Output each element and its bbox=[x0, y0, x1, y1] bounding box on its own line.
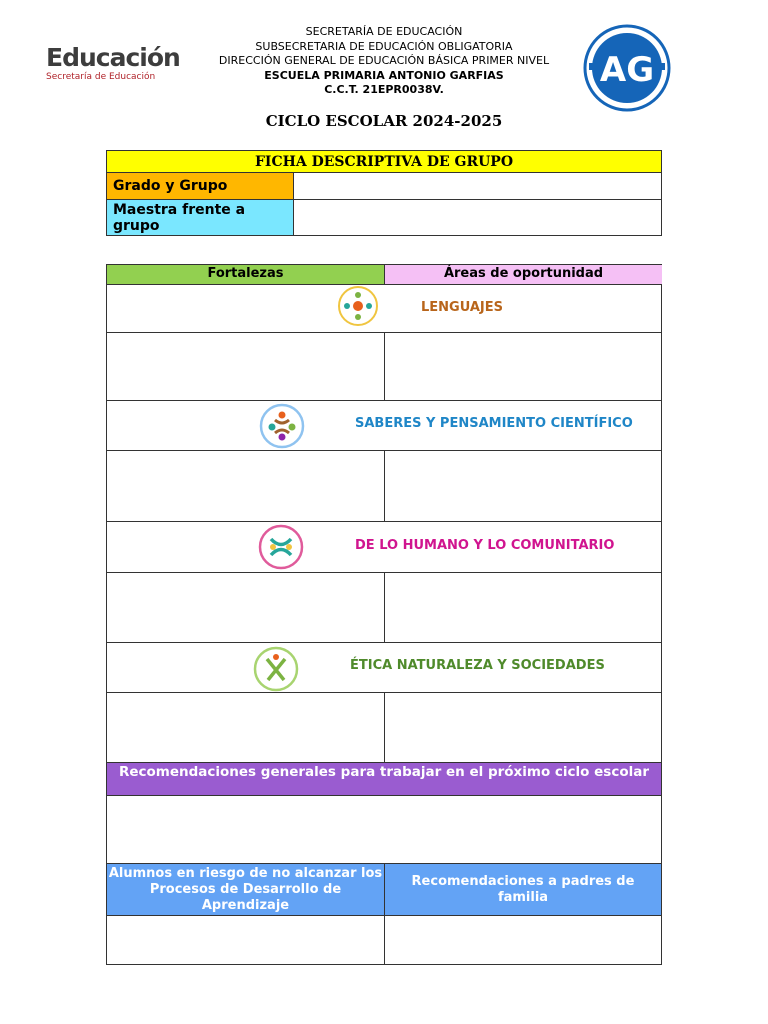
field-lenguajes-label: LENGUAJES bbox=[421, 300, 504, 315]
parents-header bbox=[385, 864, 661, 915]
descriptive-table bbox=[106, 264, 662, 965]
field-etica bbox=[350, 658, 605, 673]
saberes-icon bbox=[259, 403, 305, 449]
header-line-3: DIRECCIÓN GENERAL DE EDUCACIÓN BÁSICA PRIMER NIVEL bbox=[218, 54, 550, 67]
header-line-1: SECRETARÍA DE EDUCACIÓN bbox=[305, 25, 463, 38]
grade-label: Grado y Grupo bbox=[107, 173, 294, 200]
at-risk-label: Alumnos en riesgo de no alcanzar los Procesos de Desarrollo de Aprendizaje bbox=[108, 865, 383, 913]
field-saberes bbox=[355, 416, 633, 431]
lenguajes-icon bbox=[337, 285, 379, 327]
header-line-2: SUBSECRETARIA DE EDUCACIÓN OBLIGATORIA bbox=[255, 39, 513, 53]
field-etica-label: ÉTICA NATURALEZA Y SOCIEDADES bbox=[350, 658, 605, 673]
opportunities-header: Áreas de oportunidad bbox=[384, 265, 662, 285]
grade-value[interactable] bbox=[294, 173, 662, 200]
strengths-header: Fortalezas bbox=[107, 265, 384, 285]
recommendations-header: Recomendaciones generales para trabajar en el próximo ciclo escolar bbox=[107, 762, 661, 796]
school-name: ESCUELA PRIMARIA ANTONIO GARFIAS bbox=[264, 68, 504, 82]
field-humano-label: DE LO HUMANO Y LO COMUNITARIO bbox=[355, 538, 615, 553]
group-info-table bbox=[106, 150, 662, 236]
school-cycle: CICLO ESCOLAR 2024-2025 bbox=[265, 112, 503, 130]
field-lenguajes bbox=[421, 300, 503, 315]
at-risk-header bbox=[107, 864, 384, 915]
school-logo bbox=[583, 24, 671, 112]
teacher-value[interactable] bbox=[294, 200, 662, 236]
form-title: FICHA DESCRIPTIVA DE GRUPO bbox=[107, 151, 662, 173]
field-humano bbox=[355, 538, 614, 553]
etica-icon bbox=[253, 646, 299, 692]
school-logo-letters: AG bbox=[599, 50, 655, 90]
logo-subtitle: Secretaría de Educación bbox=[46, 72, 156, 82]
school-cct: C.C.T. 21EPR0038V. bbox=[324, 83, 444, 96]
teacher-label: Maestra frente a grupo bbox=[107, 200, 294, 236]
field-saberes-label: SABERES Y PENSAMIENTO CIENTÍFICO bbox=[355, 416, 633, 431]
parents-label: Recomendaciones a padres de familia bbox=[411, 873, 635, 905]
humano-icon bbox=[258, 524, 304, 570]
logo-word: Educación bbox=[46, 43, 180, 72]
